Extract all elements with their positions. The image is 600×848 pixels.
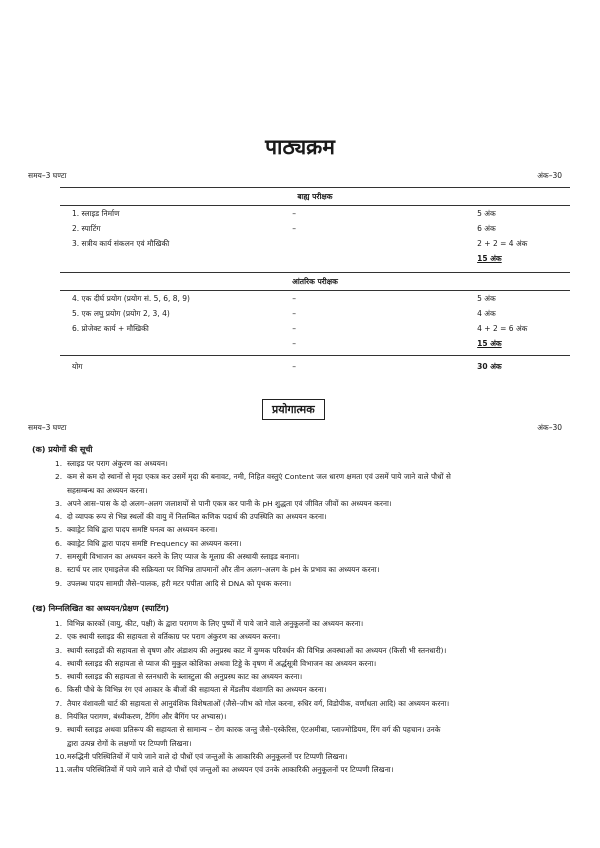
- list-item: 6. किसी पौधे के विभिन्न रंग एवं आकार के बीजों की सहायता से मेंडलीय वंशागति का अध्ययन करना।: [55, 685, 327, 695]
- list-item: 5. स्थायी स्लाइड की सहायता से स्तनधारी के ब्लास्टुला की अनुप्रस्थ काट का अध्ययन करना।: [55, 672, 303, 682]
- item-label: 3. सत्रीय कार्य संकलन एवं मौखिकी: [72, 239, 170, 248]
- table-row: [60, 321, 570, 336]
- item-label: 4. एक दीर्घ प्रयोग (प्रयोग सं. 5, 6, 8, 9): [72, 294, 190, 303]
- practical-time-label: समय–3 घण्टा: [28, 423, 67, 432]
- marks-table: [60, 187, 570, 377]
- item-label: 1. स्लाइड निर्माण: [72, 209, 120, 218]
- item-dash: –: [292, 339, 296, 348]
- table-row: [60, 236, 570, 251]
- table-row: [60, 306, 570, 321]
- item-dash: –: [292, 309, 296, 318]
- table-row: [60, 251, 570, 273]
- item-marks: 5 अंक: [477, 209, 496, 218]
- practical-heading: प्रयोगात्मक: [262, 399, 325, 420]
- item-dash: –: [292, 209, 296, 218]
- table-row: [60, 291, 570, 307]
- item-marks: 2 + 2 = 4 अंक: [477, 239, 528, 248]
- item-marks: 4 अंक: [477, 309, 496, 318]
- list-item: 4. स्थायी स्लाइड की सहायता से प्याज की मुकुल कोशिका अथवा टिड्डे के वृषण में अर्द्धसूत्री विभाजन का अध्ययन करना।: [55, 658, 377, 668]
- list-item: 6. क्वाड्रेट विधि द्वारा पादप समष्टि Frequency का अध्ययन करना।: [55, 538, 242, 548]
- list-item: 3. स्थायी स्लाइडों की सहायता से वृषण और अंडाशय की अनुप्रस्थ काट में युग्मक परिवर्धन की विभिन्न अवस्थाओं का अध्ययन (किसी भी स्तनधारी)।: [55, 645, 447, 655]
- list-item: 11.जलीय परिस्थितियों में पाये जाने वाले दो पौधों एवं जन्तुओं का अध्ययन एवं उनके आकारिकी अनुकूलनों पर टिप्पणी लिखना।: [55, 765, 394, 775]
- grand-total-dash: –: [292, 362, 296, 371]
- item-label: 6. प्रोजेक्ट कार्य + मौखिकी: [72, 324, 149, 333]
- practical-marks-label: अंक–30: [537, 423, 562, 432]
- list-item: 1. विभिन्न कारकों (वायु, कीट, पक्षी) के द्वारा परागण के लिए पुष्पों में पाये जाने वाले अनुकूलनों का अध्ययन करना।: [55, 619, 364, 628]
- external-total: 15 अंक: [477, 254, 502, 263]
- table-row: [60, 336, 570, 356]
- time-label: समय–3 घण्टा: [28, 171, 67, 180]
- list-item: 9. स्थायी स्लाइड अथवा प्रतिरूप की सहायता से सामान्य – रोग कारक जन्तु जैसे–एस्केरिस, एंटअमीबा, प्लाज्मोडियम, रिंग वर्ग की पहचान। उनके: [55, 725, 441, 735]
- item-marks: 6 अंक: [477, 224, 496, 233]
- list-item: 5. क्वाड्रेट विधि द्वारा पादप समष्टि घनत्व का अध्ययन करना।: [55, 525, 218, 535]
- list-item: 8. नियंत्रित परागण, बंध्यीकरण, टैगिंग और बैगिंग पर अभ्यास)।: [55, 712, 227, 722]
- list-item: 7. तैयार वंशावली चार्ट की सहायता से आनुवंशिक विशेषताओं (जैसे–जीभ को गोल करना, रुधिर वर्ग, विडोपीक, वर्णांधता आदि) का अध्ययन करना।: [55, 698, 450, 708]
- page-title: पाठ्यक्रम: [265, 135, 335, 159]
- list-item: 9. उपलब्ध पादप सामग्री जैसे–पालक, हरी मटर पपीता आदि से DNA को पृथक करना।: [55, 578, 292, 588]
- grand-total-marks: 30 अंक: [477, 362, 502, 371]
- item-dash: –: [292, 294, 296, 303]
- list-item: 7. समसूत्री विभाजन का अध्ययन करने के लिए प्याज के मूलाग्र की अस्थायी स्लाइड बनाना।: [55, 552, 300, 562]
- internal-heading: आंतरिक परीक्षक: [60, 273, 570, 291]
- internal-total: 15 अंक: [477, 339, 502, 348]
- experiment-list: [55, 457, 577, 590]
- section-a-heading: (क) प्रयोगों की सूची: [32, 445, 93, 454]
- item-label: 2. स्पाटिंग: [72, 224, 101, 233]
- item-label: 5. एक लघु प्रयोग (प्रयोग 2, 3, 4): [72, 309, 170, 318]
- list-item: 10.मरुद्भिनी परिस्थितियों में पाये जाने वाले दो पौधों एवं जन्तुओं के आकारिकी अनुकूलनों पर टिप्पणी लिखना।: [55, 751, 348, 761]
- list-item: द्वारा उत्पन्न रोगों के लक्षणों पर टिप्पणी लिखना।: [67, 738, 192, 748]
- list-item: 3. अपने आस–पास के दो अलग–अलग जलाशयों से पानी एकत्र कर पानी के pH शुद्धता एवं जीवित जीवों का अध्ययन करना।: [55, 498, 392, 508]
- marks-label: अंक–30: [537, 171, 562, 180]
- list-item: 8. स्टार्च पर लार एमाइलेज की सक्रियता पर विभिन्न तापमानों और तीन अलग–अलग के pH के प्रभाव का अध्ययन करना।: [55, 565, 380, 575]
- list-item: 1. स्लाइड पर पराग अंकुरण का अध्ययन।: [55, 459, 168, 468]
- item-marks: 5 अंक: [477, 294, 496, 303]
- grand-total-row: [60, 356, 570, 378]
- table-row: [60, 206, 570, 222]
- list-item: 4. दो व्यापक रूप से भिन्न स्थलों की वायु में निलम्बित कणिक पदार्थ की उपस्थिति का अध्ययन करना।: [55, 512, 327, 522]
- list-item: 2. एक स्थायी स्लाइड की सहायता से वर्तिकाग्र पर पराग अंकुरण का अध्ययन करना।: [55, 632, 281, 642]
- list-item: 2. कम से कम दो स्थानों से मृदा एकत्र कर उसमें मृदा की बनावट, नमी, निहित वस्तुएं Content जल धारण क्षमता एवं उसमें पाये जाने वाले पौधों से: [55, 472, 451, 482]
- item-dash: –: [292, 224, 296, 233]
- item-marks: 4 + 2 = 6 अंक: [477, 324, 528, 333]
- section-b-heading: (ख) निम्नलिखित का अध्ययन/प्रेक्षण (स्पाटिंग): [32, 604, 170, 613]
- grand-total-label: योग: [72, 362, 83, 371]
- list-item: सहसम्बन्ध का अध्ययन करना।: [67, 485, 148, 495]
- item-dash: –: [292, 324, 296, 333]
- item-dash: [286, 236, 471, 251]
- external-heading: बाह्य परीक्षक: [60, 188, 570, 206]
- observation-list: [55, 617, 577, 777]
- table-row: [60, 221, 570, 236]
